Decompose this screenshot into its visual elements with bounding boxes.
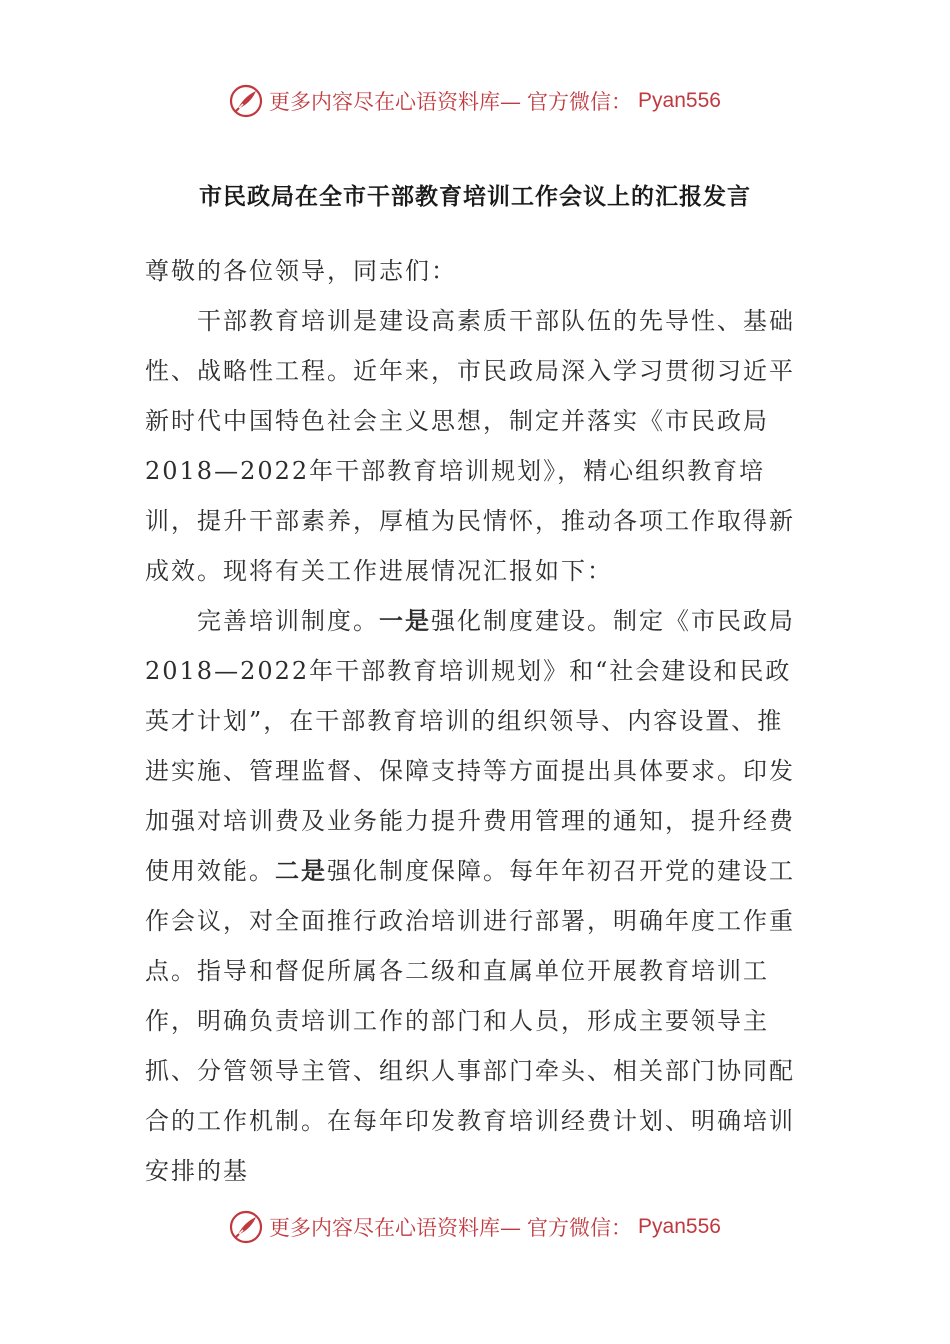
watermark-text: 更多内容尽在心语资料库— (269, 90, 522, 114)
footer-watermark (0, 1210, 950, 1244)
watermark-wechat-id: Pyan556 (638, 89, 721, 112)
section-heading: 完善培训制度。 (197, 607, 379, 635)
paragraph-intro: 干部教育培训是建设高素质干部队伍的先导性、基础性、战略性工程。近年来，市民政局深入学习贯彻习近平新时代中国特色社会主义思想，制定并落实《市民政局2018—2022年干部教育培训规划》，精心组织教育培训，提升干部素养，厚植为民情怀，推动各项工作取得新成效。现将有关工作进展情况汇报如下： (145, 307, 795, 585)
watermark-wechat-id: Pyan556 (638, 1215, 721, 1238)
paragraph-training-system (145, 596, 805, 1196)
point-one-text: 强化制度建设。制定《市民政局2018—2022年干部教育培训规划》和“社会建设和民政英才计划”，在干部教育培训的组织领导、内容设置、推进实施、管理监督、保障支持等方面提出具体要求。印发加强对培训费及业务能力提升费用管理的通知，提升经费使用效能。 (145, 607, 795, 885)
point-one-label: 一是 (379, 606, 431, 635)
watermark-text: 更多内容尽在心语资料库— (269, 1216, 522, 1240)
watermark-wechat-label: 官方微信： (527, 90, 633, 114)
document-body (145, 246, 805, 1196)
quill-pen-logo-icon (229, 1210, 263, 1244)
document-title: 市民政局在全市干部教育培训工作会议上的汇报发言 (199, 183, 751, 210)
salutation: 尊敬的各位领导，同志们： (145, 257, 457, 285)
quill-pen-logo-icon (229, 84, 263, 118)
watermark-wechat-label: 官方微信： (527, 1216, 633, 1240)
header-watermark (0, 84, 950, 118)
point-two-text: 强化制度保障。每年年初召开党的建设工作会议，对全面推行政治培训进行部署，明确年度工作重点。指导和督促所属各二级和直属单位开展教育培训工作，明确负责培训工作的部门和人员，形成主要领导主抓、分管领导主管、组织人事部门牵头、相关部门协同配合的工作机制。在每年印发教育培训经费计划、明确培训安排的基 (145, 857, 795, 1185)
point-two-label: 二是 (275, 856, 327, 885)
